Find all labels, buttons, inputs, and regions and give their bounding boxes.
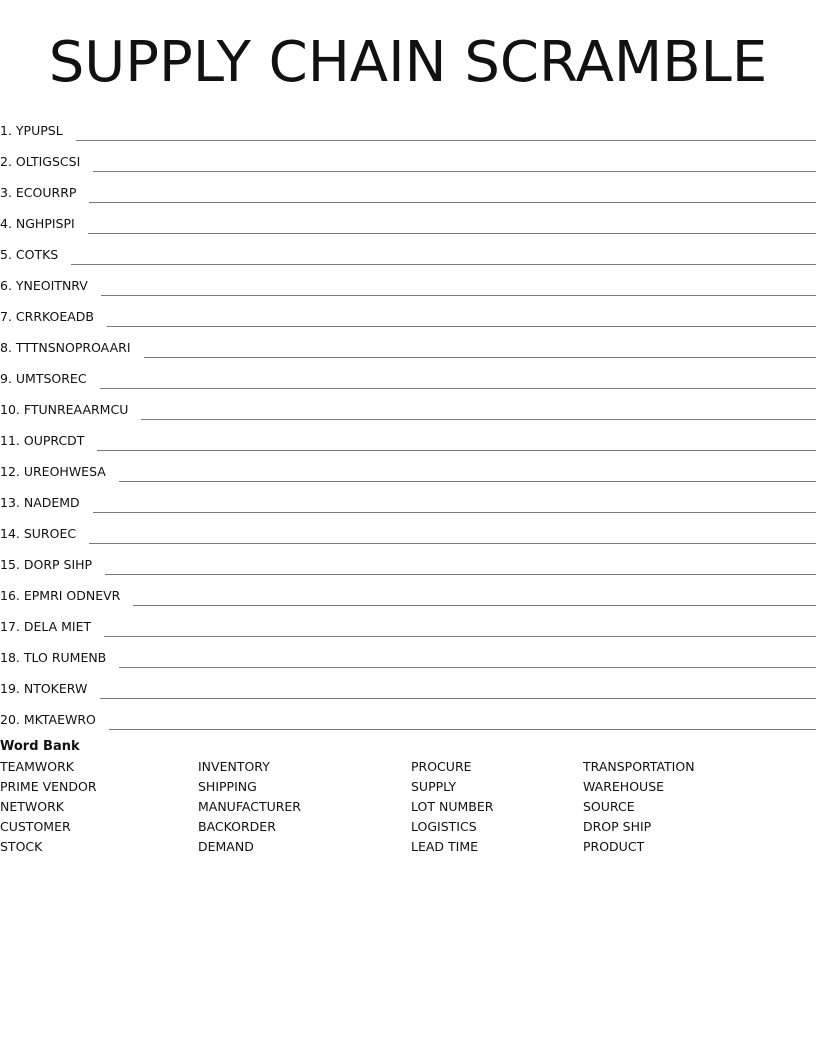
scrambled-word: 7. CRRKOEADB (0, 309, 95, 324)
word-bank-grid (0, 759, 816, 855)
puzzle-row (0, 358, 816, 389)
puzzle-row (0, 296, 816, 327)
scrambled-word: 11. OUPRCDT (0, 433, 85, 448)
puzzle-row (0, 451, 816, 482)
puzzle-row (0, 234, 816, 265)
word-bank-word: LOT NUMBER (411, 799, 494, 814)
word-bank-word: INVENTORY (198, 759, 270, 774)
word-bank-word: SHIPPING (198, 779, 257, 794)
scrambled-word: 18. TLO RUMENB (0, 650, 107, 665)
scrambled-word: 19. NTOKERW (0, 681, 88, 696)
scrambled-word: 16. EPMRI ODNEVR (0, 588, 121, 603)
answer-line[interactable] (71, 263, 816, 265)
scrambled-word: 6. YNEOITNRV (0, 278, 88, 293)
puzzle-row (0, 420, 816, 451)
scrambled-word: 2. OLTIGSCSI (0, 154, 81, 169)
scrambled-word: 1. YPUPSL (0, 123, 63, 138)
scrambled-word: 4. NGHPISPI (0, 216, 75, 231)
puzzle-row (0, 668, 816, 699)
word-bank-word: STOCK (0, 839, 43, 854)
scrambled-word: 12. UREOHWESA (0, 464, 106, 479)
scrambled-word: 13. NADEMD (0, 495, 80, 510)
puzzle-row (0, 575, 816, 606)
puzzle-row (0, 265, 816, 296)
puzzle-row (0, 141, 816, 172)
scrambled-word: 20. MKTAEWRO (0, 712, 96, 727)
answer-line[interactable] (100, 387, 816, 389)
answer-line[interactable] (93, 170, 816, 172)
page-title: SUPPLY CHAIN SCRAMBLE (48, 30, 768, 95)
answer-line[interactable] (104, 635, 816, 637)
answer-line[interactable] (76, 139, 816, 141)
answer-line[interactable] (133, 604, 816, 606)
word-bank-word: SOURCE (583, 799, 635, 814)
word-bank-word: DROP SHIP (583, 819, 652, 834)
answer-line[interactable] (105, 573, 816, 575)
puzzle-row (0, 172, 816, 203)
scrambled-word: 15. DORP SIHP (0, 557, 93, 572)
answer-line[interactable] (141, 418, 816, 420)
puzzle-row (0, 544, 816, 575)
word-bank-word: LEAD TIME (411, 839, 479, 854)
answer-line[interactable] (89, 542, 816, 544)
word-bank-word: TRANSPORTATION (583, 759, 695, 774)
puzzle-list (0, 110, 816, 730)
answer-line[interactable] (119, 480, 816, 482)
answer-line[interactable] (119, 666, 816, 668)
word-bank-word: BACKORDER (198, 819, 276, 834)
word-bank-word: PRODUCT (583, 839, 645, 854)
scrambled-word: 17. DELA MIET (0, 619, 92, 634)
scrambled-word: 9. UMTSOREC (0, 371, 87, 386)
word-bank-word: PROCURE (411, 759, 472, 774)
answer-line[interactable] (109, 728, 816, 730)
scrambled-word: 10. FTUNREAARMCU (0, 402, 129, 417)
scrambled-word: 8. TTTNSNOPROAARI (0, 340, 131, 355)
answer-line[interactable] (144, 356, 816, 358)
scrambled-word: 5. COTKS (0, 247, 59, 262)
answer-line[interactable] (93, 511, 816, 513)
word-bank-title: Word Bank (0, 739, 80, 754)
answer-line[interactable] (97, 449, 816, 451)
scrambled-word: 14. SUROEC (0, 526, 77, 541)
answer-line[interactable] (100, 697, 816, 699)
puzzle-row (0, 606, 816, 637)
puzzle-row (0, 203, 816, 234)
word-bank-word: CUSTOMER (0, 819, 71, 834)
puzzle-row (0, 513, 816, 544)
puzzle-row (0, 110, 816, 141)
puzzle-row (0, 637, 816, 668)
word-bank-word: MANUFACTURER (198, 799, 301, 814)
puzzle-row (0, 699, 816, 730)
word-bank-word: DEMAND (198, 839, 254, 854)
scrambled-word: 3. ECOURRP (0, 185, 77, 200)
puzzle-row (0, 389, 816, 420)
puzzle-row (0, 327, 816, 358)
word-bank-word: TEAMWORK (0, 759, 74, 774)
word-bank-word: PRIME VENDOR (0, 779, 97, 794)
answer-line[interactable] (107, 325, 816, 327)
word-bank (0, 739, 816, 855)
word-bank-word: WAREHOUSE (583, 779, 665, 794)
puzzle-row (0, 482, 816, 513)
answer-line[interactable] (89, 201, 816, 203)
word-bank-word: LOGISTICS (411, 819, 477, 834)
word-bank-word: SUPPLY (411, 779, 457, 794)
answer-line[interactable] (88, 232, 816, 234)
answer-line[interactable] (101, 294, 816, 296)
word-bank-word: NETWORK (0, 799, 64, 814)
